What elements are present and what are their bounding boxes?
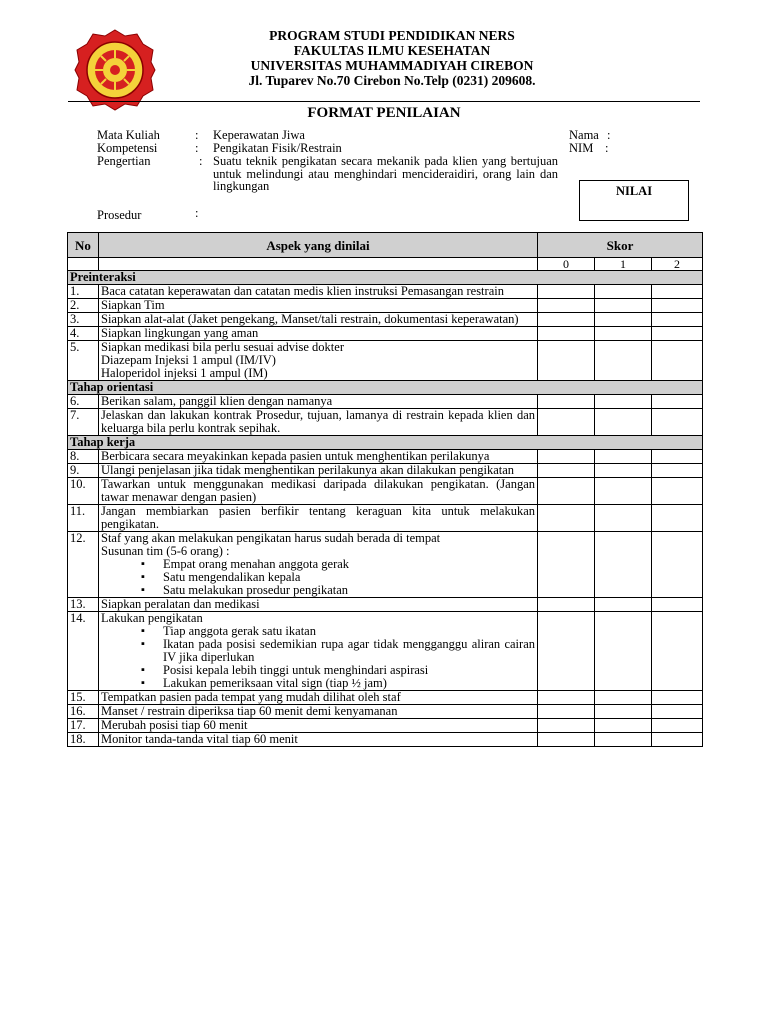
score-cell-1[interactable] bbox=[595, 327, 652, 341]
score-cell-2[interactable] bbox=[652, 299, 703, 313]
aspect-text: Manset / restrain diperiksa tiap 60 menit demi kenyamanan bbox=[101, 704, 398, 718]
row-number: 6. bbox=[68, 395, 99, 409]
score-cell-2[interactable] bbox=[652, 478, 703, 505]
row-aspect bbox=[99, 705, 538, 719]
score-cell-2[interactable] bbox=[652, 612, 703, 691]
aspect-text: Siapkan Tim bbox=[101, 298, 165, 312]
skor-2-header: 2 bbox=[652, 258, 703, 271]
colon: : bbox=[195, 128, 199, 142]
score-cell-1[interactable] bbox=[595, 719, 652, 733]
colon: : bbox=[195, 141, 199, 155]
score-cell-0[interactable] bbox=[538, 313, 595, 327]
score-cell-2[interactable] bbox=[652, 395, 703, 409]
table-row bbox=[68, 327, 703, 341]
score-cell-1[interactable] bbox=[595, 285, 652, 299]
score-cell-2[interactable] bbox=[652, 450, 703, 464]
score-cell-0[interactable] bbox=[538, 598, 595, 612]
pengertian-value: Suatu teknik pengikatan secara mekanik pada klien yang bertujuan untuk melindungi atau menghindari mencideraidiri, orang lain dan lingkungan bbox=[213, 154, 558, 193]
university-logo bbox=[73, 28, 157, 112]
score-cell-0[interactable] bbox=[538, 464, 595, 478]
row-number: 2. bbox=[68, 299, 99, 313]
score-cell-1[interactable] bbox=[595, 733, 652, 747]
row-aspect bbox=[99, 341, 538, 381]
aspect-bullet: ▪ Ikatan pada posisi sedemikian rupa agar tidak mengganggu aliran cairan IV jika diperlukan bbox=[163, 638, 535, 664]
aspect-text: Tempatkan pasien pada tempat yang mudah dilihat oleh staf bbox=[101, 690, 401, 704]
score-cell-1[interactable] bbox=[595, 691, 652, 705]
aspect-line: Haloperidol injeksi 1 ampul (IM) bbox=[101, 366, 268, 380]
aspect-text: Lakukan pengikatan bbox=[101, 611, 203, 625]
aspect-bullet: ▪ Empat orang menahan anggota gerak bbox=[163, 558, 535, 571]
score-cell-0[interactable] bbox=[538, 285, 595, 299]
section-preinteraksi: Preinteraksi bbox=[68, 271, 703, 285]
aspect-text: Baca catatan keperawatan dan catatan medis klien instruksi Pemasangan restrain bbox=[101, 284, 504, 298]
score-cell-1[interactable] bbox=[595, 464, 652, 478]
score-cell-2[interactable] bbox=[652, 705, 703, 719]
score-cell-1[interactable] bbox=[595, 505, 652, 532]
row-number: 17. bbox=[68, 719, 99, 733]
aspect-bullet: ▪ Posisi kepala lebih tinggi untuk menghindari aspirasi bbox=[163, 664, 535, 677]
col-header-no: No bbox=[68, 233, 99, 258]
score-cell-2[interactable] bbox=[652, 409, 703, 436]
score-cell-1[interactable] bbox=[595, 409, 652, 436]
score-cell-2[interactable] bbox=[652, 464, 703, 478]
score-cell-1[interactable] bbox=[595, 612, 652, 691]
nama-label: Nama bbox=[569, 128, 599, 142]
score-cell-2[interactable] bbox=[652, 719, 703, 733]
table-row bbox=[68, 598, 703, 612]
score-cell-0[interactable] bbox=[538, 409, 595, 436]
header-faculty: FAKULTAS ILMU KESEHATAN bbox=[293, 43, 491, 58]
score-cell-0[interactable] bbox=[538, 612, 595, 691]
row-aspect bbox=[99, 327, 538, 341]
colon: : bbox=[195, 206, 199, 220]
kompetensi-label: Kompetensi bbox=[97, 141, 158, 155]
nilai-label: NILAI bbox=[615, 184, 653, 198]
preinteraksi-rows bbox=[68, 285, 703, 381]
row-aspect bbox=[99, 409, 538, 436]
table-row bbox=[68, 505, 703, 532]
col-header-aspek: Aspek yang dinilai bbox=[99, 233, 538, 258]
aspect-bullets bbox=[101, 558, 535, 597]
colon: : bbox=[605, 141, 609, 155]
row-number: 11. bbox=[68, 505, 99, 532]
skor-1-header: 1 bbox=[595, 258, 652, 271]
header-university: UNIVERSITAS MUHAMMADIYAH CIREBON bbox=[250, 58, 534, 73]
col-header-skor: Skor bbox=[538, 233, 703, 258]
table-row bbox=[68, 450, 703, 464]
aspect-text: Siapkan peralatan dan medikasi bbox=[101, 597, 260, 611]
score-cell-0[interactable] bbox=[538, 719, 595, 733]
table-row bbox=[68, 285, 703, 299]
score-cell-1[interactable] bbox=[595, 395, 652, 409]
score-cell-0[interactable] bbox=[538, 532, 595, 598]
score-cell-2[interactable] bbox=[652, 505, 703, 532]
row-aspect bbox=[99, 532, 538, 598]
prosedur-label: Prosedur bbox=[97, 208, 142, 222]
score-cell-2[interactable] bbox=[652, 285, 703, 299]
row-number: 16. bbox=[68, 705, 99, 719]
table-row bbox=[68, 464, 703, 478]
institution-header bbox=[200, 28, 584, 88]
score-cell-0[interactable] bbox=[538, 478, 595, 505]
score-cell-2[interactable] bbox=[652, 327, 703, 341]
row-number: 13. bbox=[68, 598, 99, 612]
score-cell-2[interactable] bbox=[652, 598, 703, 612]
aspect-text: Berikan salam, panggil klien dengan namanya bbox=[101, 394, 333, 408]
section-orientasi: Tahap orientasi bbox=[68, 381, 703, 395]
kerja-rows bbox=[68, 450, 703, 747]
row-number: 12. bbox=[68, 532, 99, 598]
row-aspect bbox=[99, 395, 538, 409]
score-cell-1[interactable] bbox=[595, 598, 652, 612]
page-title: FORMAT PENILAIAN bbox=[307, 105, 461, 121]
header-address: Jl. Tuparev No.70 Cirebon No.Telp (0231) 209608. bbox=[248, 73, 536, 88]
colon: : bbox=[199, 154, 203, 168]
aspect-text: Siapkan lingkungan yang aman bbox=[101, 326, 259, 340]
aspect-text: Berbicara secara meyakinkan kepada pasien untuk menghentikan perilakunya bbox=[101, 449, 490, 463]
row-number: 7. bbox=[68, 409, 99, 436]
score-cell-2[interactable] bbox=[652, 691, 703, 705]
row-number: 5. bbox=[68, 341, 99, 381]
skor-0-header: 0 bbox=[538, 258, 595, 271]
row-aspect bbox=[99, 733, 538, 747]
score-cell-0[interactable] bbox=[538, 705, 595, 719]
score-cell-1[interactable] bbox=[595, 299, 652, 313]
row-number: 3. bbox=[68, 313, 99, 327]
score-cell-1[interactable] bbox=[595, 705, 652, 719]
aspect-line: Diazepam Injeksi 1 ampul (IM/IV) bbox=[101, 353, 276, 367]
row-number: 1. bbox=[68, 285, 99, 299]
row-aspect bbox=[99, 719, 538, 733]
table-row bbox=[68, 299, 703, 313]
table-row bbox=[68, 409, 703, 436]
score-cell-1[interactable] bbox=[595, 450, 652, 464]
assessment-table bbox=[67, 232, 703, 747]
kompetensi-value: Pengikatan Fisik/Restrain bbox=[213, 141, 342, 155]
nim-label: NIM bbox=[569, 141, 594, 155]
score-cell-0[interactable] bbox=[538, 341, 595, 381]
row-aspect bbox=[99, 285, 538, 299]
score-cell-0[interactable] bbox=[538, 299, 595, 313]
aspect-text: Jelaskan dan lakukan kontrak Prosedur, tujuan, lamanya di restrain kepada klien dan keluarga bila perlu kontrak sepihak. bbox=[101, 408, 535, 435]
score-cell-2[interactable] bbox=[652, 733, 703, 747]
row-number: 4. bbox=[68, 327, 99, 341]
mata-kuliah-label: Mata Kuliah bbox=[97, 128, 160, 142]
score-cell-0[interactable] bbox=[538, 691, 595, 705]
score-cell-2[interactable] bbox=[652, 341, 703, 381]
table-row bbox=[68, 705, 703, 719]
row-aspect bbox=[99, 313, 538, 327]
row-aspect bbox=[99, 299, 538, 313]
mata-kuliah-value: Keperawatan Jiwa bbox=[213, 128, 305, 142]
table-row bbox=[68, 532, 703, 598]
colon: : bbox=[607, 128, 611, 142]
score-cell-1[interactable] bbox=[595, 313, 652, 327]
header-program: PROGRAM STUDI PENDIDIKAN NERS bbox=[269, 28, 515, 43]
pengertian-label: Pengertian bbox=[97, 154, 151, 168]
header-divider bbox=[68, 101, 700, 102]
table-row bbox=[68, 733, 703, 747]
table-row bbox=[68, 341, 703, 381]
score-cell-0[interactable] bbox=[538, 733, 595, 747]
score-cell-0[interactable] bbox=[538, 327, 595, 341]
table-row bbox=[68, 478, 703, 505]
row-aspect bbox=[99, 598, 538, 612]
row-number: 10. bbox=[68, 478, 99, 505]
table-row bbox=[68, 719, 703, 733]
score-cell-1[interactable] bbox=[595, 478, 652, 505]
row-aspect bbox=[99, 450, 538, 464]
aspect-text: Siapkan alat-alat (Jaket pengekang, Manset/tali restrain, dokumentasi keperawatan) bbox=[101, 312, 519, 326]
orientasi-rows bbox=[68, 395, 703, 436]
aspect-text: Merubah posisi tiap 60 menit bbox=[101, 718, 248, 732]
aspect-bullet: ▪ Satu melakukan prosedur pengikatan bbox=[163, 584, 535, 597]
aspect-text: Tawarkan untuk menggunakan medikasi daripada dilakukan pengikatan. (Jangan tawar menawar dengan pasien) bbox=[101, 477, 535, 504]
nilai-box[interactable] bbox=[579, 180, 689, 221]
row-aspect bbox=[99, 505, 538, 532]
score-cell-2[interactable] bbox=[652, 532, 703, 598]
row-number: 14. bbox=[68, 612, 99, 691]
score-cell-0[interactable] bbox=[538, 395, 595, 409]
row-number: 15. bbox=[68, 691, 99, 705]
score-cell-0[interactable] bbox=[538, 505, 595, 532]
aspect-bullet: ▪ Lakukan pemeriksaan vital sign (tiap ½ jam) bbox=[163, 677, 535, 690]
table-row bbox=[68, 691, 703, 705]
aspect-bullet: ▪ Satu mengendalikan kepala bbox=[163, 571, 535, 584]
aspect-text: Jangan membiarkan pasien berfikir tentang keraguan kita untuk melakukan pengikatan. bbox=[101, 504, 535, 531]
row-aspect bbox=[99, 478, 538, 505]
score-cell-1[interactable] bbox=[595, 532, 652, 598]
row-aspect bbox=[99, 691, 538, 705]
score-cell-0[interactable] bbox=[538, 450, 595, 464]
table-row bbox=[68, 612, 703, 691]
aspect-bullets bbox=[101, 625, 535, 690]
aspect-text: Ulangi penjelasan jika tidak menghentikan perilakunya akan dilakukan pengikatan bbox=[101, 463, 515, 477]
aspect-line: Susunan tim (5-6 orang) : bbox=[101, 544, 230, 558]
score-cell-2[interactable] bbox=[652, 313, 703, 327]
row-aspect bbox=[99, 464, 538, 478]
row-aspect bbox=[99, 612, 538, 691]
row-number: 9. bbox=[68, 464, 99, 478]
row-number: 8. bbox=[68, 450, 99, 464]
score-cell-1[interactable] bbox=[595, 341, 652, 381]
empty-cell bbox=[99, 258, 538, 271]
aspect-bullet: ▪ Tiap anggota gerak satu ikatan bbox=[163, 625, 535, 638]
empty-cell bbox=[68, 258, 99, 271]
aspect-text: Monitor tanda-tanda vital tiap 60 menit bbox=[101, 732, 298, 746]
aspect-text: Staf yang akan melakukan pengikatan harus sudah berada di tempat bbox=[101, 531, 441, 545]
section-kerja: Tahap kerja bbox=[68, 436, 703, 450]
row-number: 18. bbox=[68, 733, 99, 747]
table-row bbox=[68, 313, 703, 327]
table-row bbox=[68, 395, 703, 409]
aspect-text: Siapkan medikasi bila perlu sesuai advise dokter bbox=[101, 340, 344, 354]
